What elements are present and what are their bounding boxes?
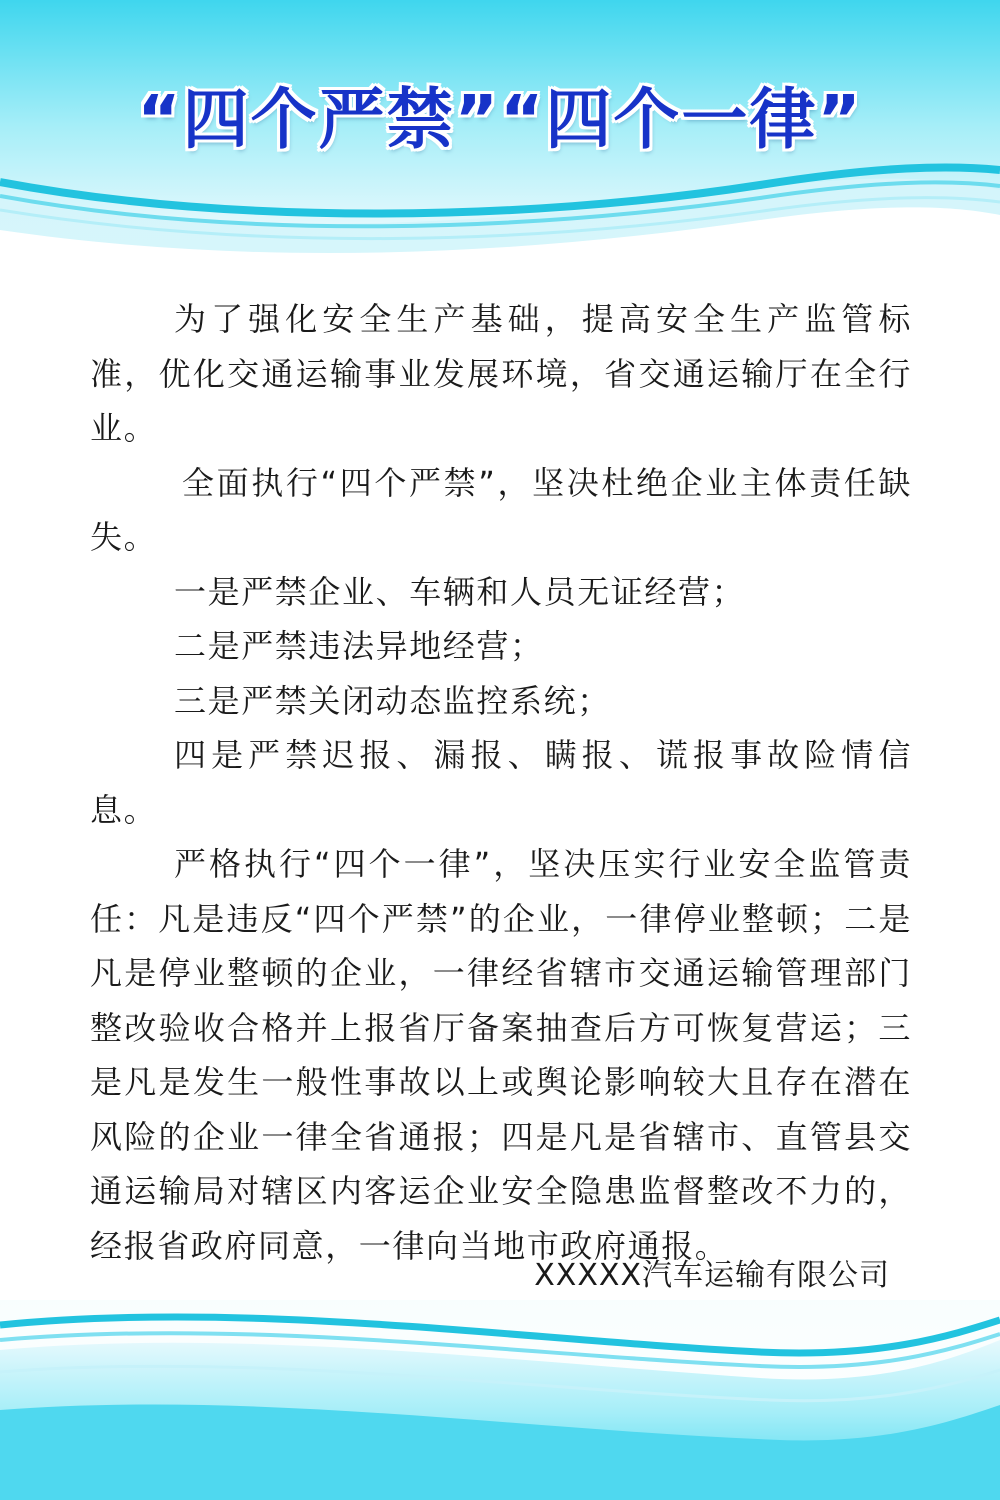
prohibition-item: 三是严禁关闭动态监控系统； [174, 681, 611, 720]
four-prohibitions-intro: 全面执行“四个严禁”，坚决杜绝企业主体责任缺失。 [90, 463, 912, 556]
company-name: XXXXX汽车运输有限公司 [534, 1258, 890, 1293]
four-rules-paragraph: 严格执行“四个一律”，坚决压实行业安全监管责任：凡是违反“四个严禁”的企业，一律停业整顿；二是凡是停业整顿的企业，一律经省辖市交通运输管理部门整改验收合格并上报省厅备案抽查后方可恢复营运；三是凡是发生一般性事故以上或舆论影响较大且存在潜在风险的企业一律全省通报；四是凡是省辖市、直管县交通运输局对辖区内客运企业安全隐患监督整改不力的，经报省政府同意，一律向当地市政府通报。 [90, 845, 912, 1265]
prohibition-item: 一是严禁企业、车辆和人员无证经营； [174, 572, 746, 611]
intro-paragraph: 为了强化安全生产基础，提高安全生产监管标准，优化交通运输事业发展环境，省交通运输厅在全行业。 [90, 300, 912, 447]
prohibition-item: 二是严禁违法异地经营； [174, 627, 544, 665]
body-text [90, 292, 912, 1273]
prohibition-item: 四是严禁迟报、漏报、瞒报、谎报事故险情信息。 [90, 736, 912, 829]
poster-title: “四个严禁”“四个一律” [137, 81, 863, 158]
